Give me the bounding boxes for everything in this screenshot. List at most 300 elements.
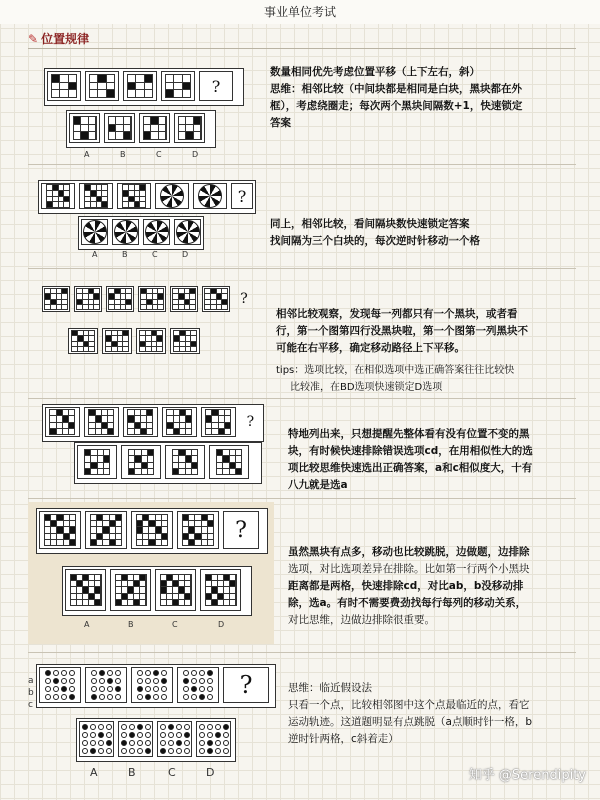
grid-square xyxy=(236,450,241,455)
grid-square xyxy=(173,289,178,293)
grid-square xyxy=(108,423,113,428)
block-grid xyxy=(71,330,95,352)
dot xyxy=(99,686,105,692)
grid-square xyxy=(71,575,76,580)
grid-square xyxy=(179,456,184,461)
dot xyxy=(106,732,112,738)
grid-square xyxy=(89,600,94,605)
dot xyxy=(145,694,151,700)
dot xyxy=(145,686,151,692)
dot xyxy=(223,724,229,730)
block-grid xyxy=(205,409,231,435)
grid-square xyxy=(212,423,217,428)
grid-square xyxy=(156,540,161,545)
option-figure[interactable] xyxy=(200,569,241,611)
grid-square xyxy=(57,410,62,415)
grid-square xyxy=(53,197,58,202)
option-figure[interactable] xyxy=(136,328,166,354)
grid-square xyxy=(205,300,210,304)
dot xyxy=(45,670,51,676)
grid-square xyxy=(102,429,107,434)
option-figure[interactable] xyxy=(81,219,108,245)
grid-square xyxy=(53,191,58,196)
grid-square xyxy=(118,331,123,335)
grid-square xyxy=(59,191,64,196)
note-line: 距离都是两格，快速排除cd，对比ab，b没移动排 xyxy=(288,580,524,592)
grid-square xyxy=(135,463,140,468)
grid-square xyxy=(85,185,90,190)
grid-square xyxy=(141,429,146,434)
block-grid xyxy=(172,288,196,310)
grid-square xyxy=(173,463,178,468)
tips-note xyxy=(276,362,514,396)
note-line: 相邻比较观察，发现每一列都只有一个黑块，或者看 xyxy=(276,308,518,320)
grid-square xyxy=(98,83,105,90)
grid-square xyxy=(186,132,193,139)
grid-square xyxy=(212,594,217,599)
grid-square xyxy=(189,534,194,539)
grid-square xyxy=(69,83,76,90)
grid-square xyxy=(174,336,179,340)
dot xyxy=(199,740,205,746)
grid-square xyxy=(134,581,139,586)
dot xyxy=(69,686,75,692)
grid-square xyxy=(157,342,162,346)
block-grid xyxy=(44,514,76,546)
grid-square xyxy=(161,600,166,605)
grid-square xyxy=(167,410,172,415)
grid-square xyxy=(62,300,67,304)
block-grid xyxy=(90,514,122,546)
grid-square xyxy=(102,191,107,196)
dot xyxy=(137,670,143,676)
dot xyxy=(106,724,112,730)
grid-square xyxy=(116,521,121,526)
grid-square xyxy=(206,423,211,428)
note-line: 同上，相邻比较，看间隔块数快速锁定答案 xyxy=(270,218,470,230)
grid-square xyxy=(152,331,157,335)
block-grid xyxy=(108,116,132,140)
option-figure[interactable] xyxy=(155,569,196,611)
grid-square xyxy=(186,456,191,461)
grid-square xyxy=(135,423,140,428)
grid-square xyxy=(167,423,172,428)
grid-square xyxy=(146,347,151,351)
grid-square xyxy=(45,294,50,298)
block-grid xyxy=(70,574,102,606)
dot xyxy=(184,732,190,738)
option-figure[interactable] xyxy=(121,445,161,479)
dot xyxy=(184,724,190,730)
block-grid xyxy=(173,330,197,352)
grid-square xyxy=(126,305,131,309)
grid-square xyxy=(57,305,62,309)
grid-square xyxy=(77,581,82,586)
grid-square xyxy=(74,117,81,124)
grid-square xyxy=(126,294,131,298)
grid-square xyxy=(63,429,68,434)
option-figure[interactable] xyxy=(157,721,192,757)
dot xyxy=(45,686,51,692)
grid-square xyxy=(51,540,56,545)
grid-square xyxy=(186,331,191,335)
grid-square xyxy=(153,289,158,293)
dot-grid xyxy=(137,670,167,700)
grid-square xyxy=(91,469,96,474)
grid-square xyxy=(225,416,230,421)
grid-square xyxy=(162,521,167,526)
dot xyxy=(90,724,96,730)
grid-square xyxy=(161,594,166,599)
grid-square xyxy=(166,90,173,97)
grid-square xyxy=(190,289,195,293)
block-grid xyxy=(182,514,214,546)
dot xyxy=(145,732,151,738)
dot xyxy=(207,670,213,676)
grid-square xyxy=(212,416,217,421)
grid-square xyxy=(137,540,142,545)
puzzle-3-options-row xyxy=(66,326,206,358)
grid-square xyxy=(186,410,191,415)
grid-square xyxy=(90,83,97,90)
grid-square xyxy=(45,300,50,304)
option-label-c: C xyxy=(152,250,158,259)
grid-square xyxy=(179,463,184,468)
grid-square xyxy=(217,300,222,304)
grid-square xyxy=(179,469,184,474)
grid-square xyxy=(95,600,100,605)
grid-square xyxy=(140,594,145,599)
option-figure[interactable] xyxy=(209,445,249,479)
grid-square xyxy=(186,416,191,421)
grid-square xyxy=(45,515,50,520)
dot xyxy=(61,678,67,684)
option-label-d: D xyxy=(206,766,215,779)
block-grid xyxy=(143,116,167,140)
grid-square xyxy=(185,294,190,298)
grid-square xyxy=(96,410,101,415)
note-6 xyxy=(288,680,532,748)
dot xyxy=(207,678,213,684)
block-grid xyxy=(44,288,68,310)
grid-square xyxy=(57,294,62,298)
grid-square xyxy=(45,521,50,526)
grid-square xyxy=(148,450,153,455)
grid-square xyxy=(74,125,81,132)
grid-square xyxy=(186,429,191,434)
grid-square xyxy=(195,527,200,532)
grid-square xyxy=(109,305,114,309)
grid-square xyxy=(137,521,142,526)
grid-square xyxy=(179,594,184,599)
option-figure[interactable] xyxy=(196,721,231,757)
grid-square xyxy=(118,347,123,351)
grid-square xyxy=(153,294,158,298)
dot xyxy=(137,694,143,700)
grid-square xyxy=(83,289,88,293)
grid-square xyxy=(123,342,128,346)
grid-square xyxy=(109,117,116,124)
grid-square xyxy=(102,197,107,202)
grid-square xyxy=(224,581,229,586)
dot xyxy=(160,732,166,738)
option-figure[interactable] xyxy=(102,328,132,354)
grid-square xyxy=(145,83,152,90)
grid-square xyxy=(225,429,230,434)
grid-square xyxy=(224,594,229,599)
puzzle-6-options-row xyxy=(76,718,236,762)
grid-square xyxy=(191,347,196,351)
grid-square xyxy=(85,197,90,202)
grid-square xyxy=(95,587,100,592)
grid-square xyxy=(97,521,102,526)
grid-square xyxy=(194,132,201,139)
grid-square xyxy=(63,423,68,428)
question-mark: ? xyxy=(223,511,259,549)
grid-square xyxy=(173,450,178,455)
dot xyxy=(184,748,190,754)
grid-square xyxy=(94,300,99,304)
option-figure[interactable] xyxy=(174,219,201,245)
grid-square xyxy=(180,331,185,335)
grid-square xyxy=(183,527,188,532)
grid-square xyxy=(157,331,162,335)
grid-square xyxy=(89,294,94,298)
grid-square xyxy=(84,347,89,351)
note-line: 答案 xyxy=(270,117,291,129)
grid-square xyxy=(57,540,62,545)
grid-square xyxy=(219,423,224,428)
grid-square xyxy=(174,331,179,335)
option-figure[interactable] xyxy=(68,328,98,354)
grid-square xyxy=(72,336,77,340)
grid-square xyxy=(179,305,184,309)
watermark: 知乎 @Serendipity xyxy=(468,768,586,783)
note-line: 数量相同优先考虑位置平移（上下左右，斜） xyxy=(270,66,480,78)
dot xyxy=(99,694,105,700)
dot xyxy=(45,678,51,684)
grid-square xyxy=(64,527,69,532)
grid-square xyxy=(122,575,127,580)
grid-square xyxy=(135,185,140,190)
grid-square xyxy=(91,515,96,520)
option-label-b: B xyxy=(122,250,128,259)
grid-square xyxy=(202,521,207,526)
grid-square xyxy=(118,342,123,346)
grid-square xyxy=(183,75,190,82)
grid-square xyxy=(180,429,185,434)
grid-square xyxy=(115,305,120,309)
dot xyxy=(90,732,96,738)
grid-square xyxy=(91,450,96,455)
grid-square xyxy=(136,83,143,90)
dot xyxy=(91,670,97,676)
option-figure[interactable] xyxy=(170,328,200,354)
grid-square xyxy=(89,336,94,340)
grid-square xyxy=(179,132,186,139)
grid-square xyxy=(124,132,131,139)
section-divider xyxy=(28,398,576,399)
grid-square xyxy=(108,429,113,434)
option-figure[interactable] xyxy=(165,445,205,479)
option-figure[interactable] xyxy=(143,219,170,245)
grid-square xyxy=(140,202,145,207)
option-figure[interactable] xyxy=(104,113,135,143)
option-figure[interactable] xyxy=(118,721,153,757)
fan-icon xyxy=(198,184,222,208)
grid-square xyxy=(116,540,121,545)
option-figure[interactable] xyxy=(139,113,170,143)
note-2 xyxy=(270,216,480,250)
grid-square xyxy=(167,416,172,421)
grid-square xyxy=(83,294,88,298)
dot xyxy=(207,686,213,692)
grid-square xyxy=(230,581,235,586)
grid-square xyxy=(217,456,222,461)
grid-square xyxy=(102,416,107,421)
puzzle-6-figure xyxy=(85,667,127,703)
page-title: 事业单位考试 xyxy=(0,0,600,24)
option-figure[interactable] xyxy=(69,113,100,143)
dot-grid xyxy=(199,724,229,754)
grid-square xyxy=(173,587,178,592)
grid-square xyxy=(123,197,128,202)
grid-square xyxy=(71,587,76,592)
grid-square xyxy=(174,347,179,351)
grid-square xyxy=(102,423,107,428)
grid-square xyxy=(104,450,109,455)
grid-square xyxy=(190,300,195,304)
grid-square xyxy=(57,423,62,428)
grid-square xyxy=(147,300,152,304)
grid-square xyxy=(64,202,69,207)
dot xyxy=(53,694,59,700)
grid-square xyxy=(78,331,83,335)
grid-square xyxy=(212,429,217,434)
dot xyxy=(137,732,143,738)
grid-square xyxy=(97,527,102,532)
grid-square xyxy=(116,587,121,592)
grid-square xyxy=(60,83,67,90)
grid-square xyxy=(97,202,102,207)
grid-square xyxy=(122,594,127,599)
grid-square xyxy=(57,515,62,520)
option-figure[interactable] xyxy=(174,113,205,143)
grid-square xyxy=(94,289,99,293)
grid-square xyxy=(94,294,99,298)
grid-square xyxy=(57,289,62,293)
option-figure[interactable] xyxy=(79,721,114,757)
grid-square xyxy=(179,294,184,298)
dot-grid xyxy=(45,670,75,700)
grid-square xyxy=(47,202,52,207)
grid-square xyxy=(89,587,94,592)
dot xyxy=(99,678,105,684)
grid-square xyxy=(78,347,83,351)
tips-line: tips：选项比较，在相似选项中选正确答案往往比较快 xyxy=(276,365,515,376)
grid-square xyxy=(147,416,152,421)
grid-square xyxy=(212,587,217,592)
side-label-a: a xyxy=(28,676,34,686)
dot xyxy=(223,748,229,754)
dot xyxy=(176,732,182,738)
grid-square xyxy=(143,521,148,526)
dot xyxy=(115,686,121,692)
dot xyxy=(106,740,112,746)
note-line: 找间隔为三个白块的，每次逆时针移动一个格 xyxy=(270,235,480,247)
grid-square xyxy=(84,336,89,340)
dot-grid xyxy=(91,670,121,700)
dot xyxy=(153,670,159,676)
grid-square xyxy=(223,469,228,474)
grid-square xyxy=(128,581,133,586)
dot xyxy=(107,686,113,692)
grid-square xyxy=(179,450,184,455)
grid-square xyxy=(141,300,146,304)
option-figure[interactable] xyxy=(65,569,106,611)
grid-square xyxy=(183,83,190,90)
option-figure[interactable] xyxy=(112,219,139,245)
grid-square xyxy=(57,300,62,304)
grid-square xyxy=(45,540,50,545)
option-figure[interactable] xyxy=(77,445,117,479)
grid-square xyxy=(149,521,154,526)
grid-square xyxy=(110,521,115,526)
dot-grid xyxy=(82,724,112,754)
grid-square xyxy=(186,125,193,132)
grid-square xyxy=(108,416,113,421)
grid-square xyxy=(95,581,100,586)
dot xyxy=(121,740,127,746)
grid-square xyxy=(156,515,161,520)
grid-square xyxy=(140,197,145,202)
block-grid xyxy=(127,74,153,98)
grid-square xyxy=(179,575,184,580)
puzzle-1-figure xyxy=(161,71,195,101)
grid-square xyxy=(103,540,108,545)
grid-square xyxy=(156,521,161,526)
dot xyxy=(145,740,151,746)
grid-square xyxy=(97,191,102,196)
grid-square xyxy=(192,469,197,474)
dot xyxy=(183,686,189,692)
grid-square xyxy=(116,594,121,599)
dot xyxy=(199,748,205,754)
grid-square xyxy=(230,456,235,461)
block-grid xyxy=(139,330,163,352)
grid-square xyxy=(45,527,50,532)
grid-square xyxy=(98,456,103,461)
option-figure[interactable] xyxy=(110,569,151,611)
option-label-c: C xyxy=(168,766,176,779)
grid-square xyxy=(59,197,64,202)
dot xyxy=(215,740,221,746)
grid-square xyxy=(141,305,146,309)
puzzle-3-figure xyxy=(106,286,134,312)
grid-square xyxy=(91,463,96,468)
grid-square xyxy=(192,456,197,461)
dot xyxy=(191,686,197,692)
grid-square xyxy=(230,575,235,580)
option-label-b: B xyxy=(120,150,126,159)
grid-square xyxy=(186,342,191,346)
grid-square xyxy=(174,90,181,97)
grid-square xyxy=(195,515,200,520)
grid-square xyxy=(64,540,69,545)
grid-square xyxy=(186,336,191,340)
grid-square xyxy=(143,527,148,532)
dot xyxy=(223,740,229,746)
